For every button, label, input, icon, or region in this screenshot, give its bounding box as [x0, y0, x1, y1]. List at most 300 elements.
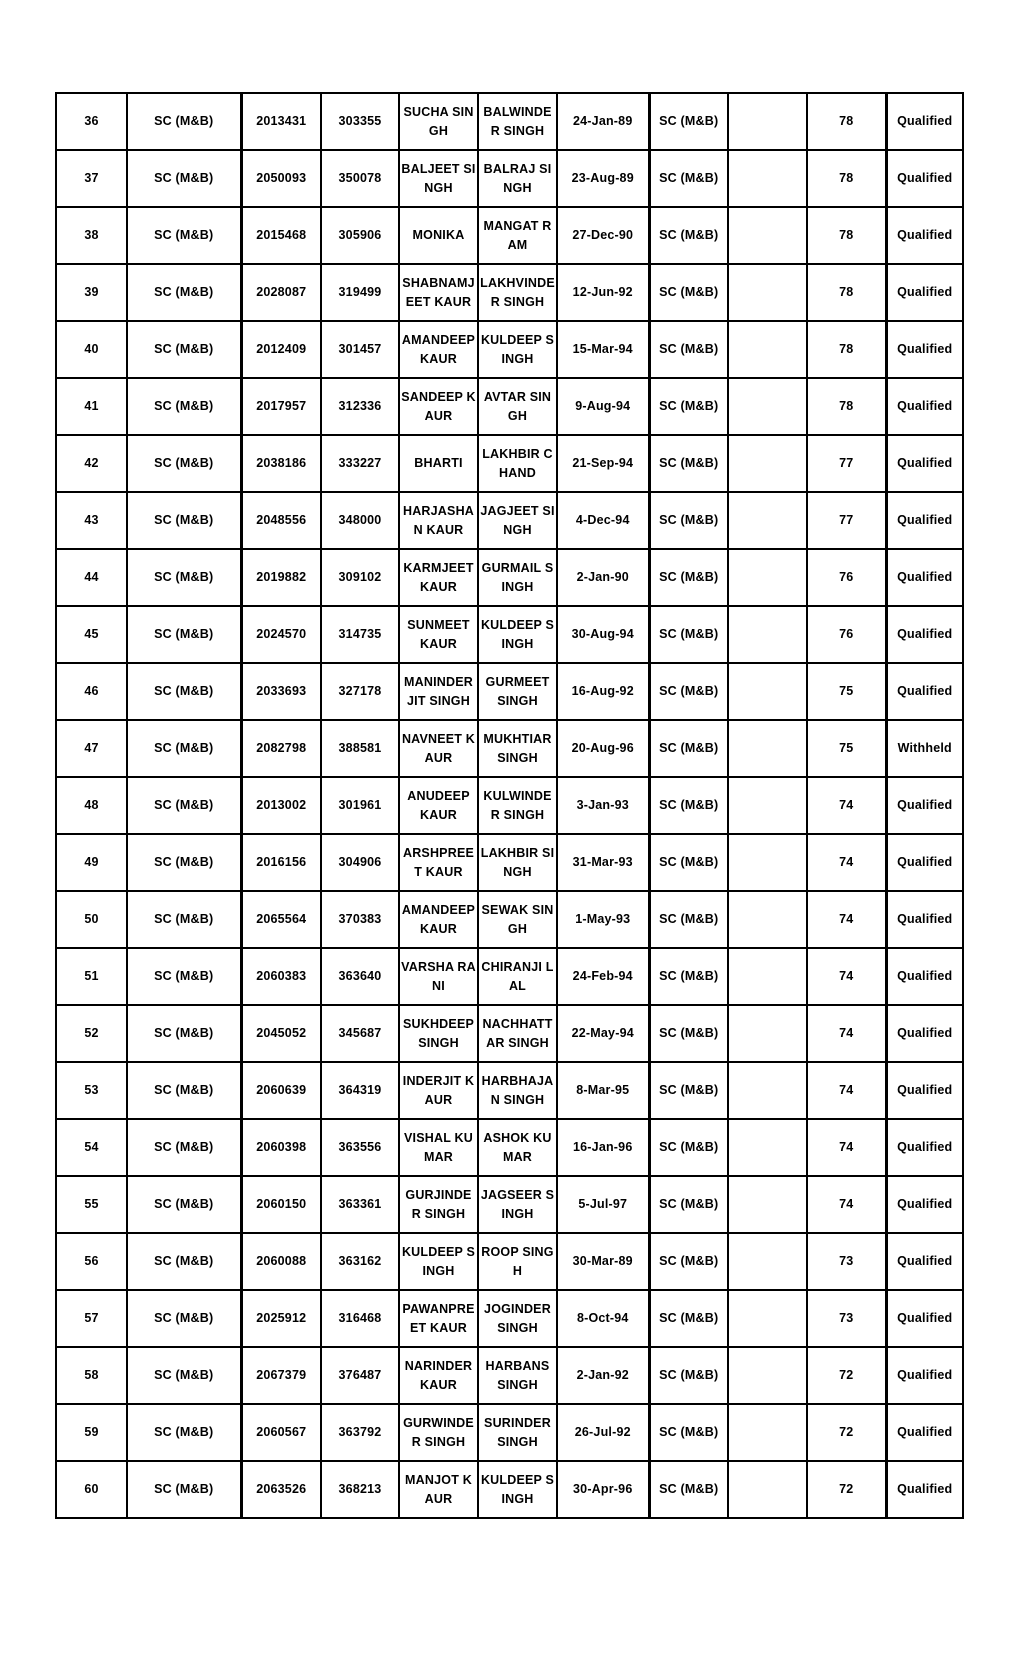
marks-cell: 78: [807, 93, 886, 150]
application-number-cell: 2060639: [241, 1062, 321, 1119]
category-applied-cell: SC (M&B): [649, 948, 728, 1005]
empty-cell: [728, 435, 807, 492]
marks-cell: 74: [807, 1176, 886, 1233]
category-cell: SC (M&B): [127, 948, 241, 1005]
candidate-name-cell: MANJOT KAUR: [399, 1461, 478, 1518]
father-name-cell: CHIRANJI LAL: [478, 948, 557, 1005]
roll-number-cell: 327178: [321, 663, 399, 720]
application-number-cell: 2060398: [241, 1119, 321, 1176]
candidate-name-cell: NARINDER KAUR: [399, 1347, 478, 1404]
table-row: [56, 1005, 963, 1062]
candidate-name-cell: SUKHDEEP SINGH: [399, 1005, 478, 1062]
application-number-cell: 2016156: [241, 834, 321, 891]
father-name-cell: KULDEEP SINGH: [478, 606, 557, 663]
candidate-name-cell: INDERJIT KAUR: [399, 1062, 478, 1119]
category-cell: SC (M&B): [127, 264, 241, 321]
roll-number-cell: 363556: [321, 1119, 399, 1176]
marks-cell: 78: [807, 378, 886, 435]
category-cell: SC (M&B): [127, 150, 241, 207]
category-cell: SC (M&B): [127, 492, 241, 549]
table-row: [56, 93, 963, 150]
father-name-cell: KULDEEP SINGH: [478, 1461, 557, 1518]
category-applied-cell: SC (M&B): [649, 549, 728, 606]
serial-number-cell: 41: [56, 378, 127, 435]
application-number-cell: 2025912: [241, 1290, 321, 1347]
candidate-name-cell: AMANDEEP KAUR: [399, 321, 478, 378]
result-status-cell: Qualified: [886, 663, 963, 720]
table-row: [56, 1347, 963, 1404]
candidate-name-cell: KULDEEP SINGH: [399, 1233, 478, 1290]
father-name-cell: ROOP SINGH: [478, 1233, 557, 1290]
marks-cell: 74: [807, 948, 886, 1005]
category-cell: SC (M&B): [127, 777, 241, 834]
candidate-name-cell: MANINDERJIT SINGH: [399, 663, 478, 720]
table-row: [56, 492, 963, 549]
empty-cell: [728, 1290, 807, 1347]
roll-number-cell: 304906: [321, 834, 399, 891]
marks-cell: 78: [807, 150, 886, 207]
serial-number-cell: 36: [56, 93, 127, 150]
application-number-cell: 2028087: [241, 264, 321, 321]
serial-number-cell: 42: [56, 435, 127, 492]
father-name-cell: MANGAT RAM: [478, 207, 557, 264]
roll-number-cell: 364319: [321, 1062, 399, 1119]
empty-cell: [728, 492, 807, 549]
result-status-cell: Qualified: [886, 378, 963, 435]
category-applied-cell: SC (M&B): [649, 720, 728, 777]
date-of-birth-cell: 21-Sep-94: [557, 435, 649, 492]
roll-number-cell: 363361: [321, 1176, 399, 1233]
application-number-cell: 2060088: [241, 1233, 321, 1290]
application-number-cell: 2019882: [241, 549, 321, 606]
marks-cell: 78: [807, 321, 886, 378]
date-of-birth-cell: 22-May-94: [557, 1005, 649, 1062]
marks-cell: 78: [807, 207, 886, 264]
empty-cell: [728, 834, 807, 891]
empty-cell: [728, 378, 807, 435]
date-of-birth-cell: 16-Jan-96: [557, 1119, 649, 1176]
category-applied-cell: SC (M&B): [649, 1290, 728, 1347]
application-number-cell: 2012409: [241, 321, 321, 378]
date-of-birth-cell: 24-Feb-94: [557, 948, 649, 1005]
application-number-cell: 2067379: [241, 1347, 321, 1404]
roll-number-cell: 370383: [321, 891, 399, 948]
date-of-birth-cell: 8-Mar-95: [557, 1062, 649, 1119]
results-table: [55, 92, 964, 1519]
serial-number-cell: 38: [56, 207, 127, 264]
marks-cell: 72: [807, 1461, 886, 1518]
result-status-cell: Qualified: [886, 1233, 963, 1290]
application-number-cell: 2038186: [241, 435, 321, 492]
candidate-name-cell: ANUDEEP KAUR: [399, 777, 478, 834]
result-status-cell: Qualified: [886, 1062, 963, 1119]
result-status-cell: Qualified: [886, 777, 963, 834]
date-of-birth-cell: 24-Jan-89: [557, 93, 649, 150]
category-applied-cell: SC (M&B): [649, 264, 728, 321]
marks-cell: 75: [807, 720, 886, 777]
candidate-name-cell: SUCHA SINGH: [399, 93, 478, 150]
category-applied-cell: SC (M&B): [649, 606, 728, 663]
application-number-cell: 2013431: [241, 93, 321, 150]
serial-number-cell: 47: [56, 720, 127, 777]
application-number-cell: 2065564: [241, 891, 321, 948]
roll-number-cell: 350078: [321, 150, 399, 207]
roll-number-cell: 301961: [321, 777, 399, 834]
marks-cell: 72: [807, 1347, 886, 1404]
father-name-cell: GURMAIL SINGH: [478, 549, 557, 606]
category-applied-cell: SC (M&B): [649, 207, 728, 264]
father-name-cell: JOGINDER SINGH: [478, 1290, 557, 1347]
category-applied-cell: SC (M&B): [649, 777, 728, 834]
result-status-cell: Qualified: [886, 606, 963, 663]
serial-number-cell: 43: [56, 492, 127, 549]
empty-cell: [728, 1233, 807, 1290]
table-row: [56, 1461, 963, 1518]
category-applied-cell: SC (M&B): [649, 321, 728, 378]
application-number-cell: 2033693: [241, 663, 321, 720]
marks-cell: 74: [807, 834, 886, 891]
result-status-cell: Qualified: [886, 1461, 963, 1518]
father-name-cell: LAKHVINDER SINGH: [478, 264, 557, 321]
father-name-cell: BALWINDER SINGH: [478, 93, 557, 150]
empty-cell: [728, 549, 807, 606]
roll-number-cell: 319499: [321, 264, 399, 321]
table-row: [56, 1233, 963, 1290]
result-status-cell: Qualified: [886, 1290, 963, 1347]
father-name-cell: HARBANS SINGH: [478, 1347, 557, 1404]
table-row: [56, 1290, 963, 1347]
serial-number-cell: 37: [56, 150, 127, 207]
date-of-birth-cell: 30-Aug-94: [557, 606, 649, 663]
roll-number-cell: 363162: [321, 1233, 399, 1290]
table-row: [56, 549, 963, 606]
father-name-cell: KULDEEP SINGH: [478, 321, 557, 378]
roll-number-cell: 314735: [321, 606, 399, 663]
category-cell: SC (M&B): [127, 1404, 241, 1461]
candidate-name-cell: BALJEET SINGH: [399, 150, 478, 207]
roll-number-cell: 388581: [321, 720, 399, 777]
date-of-birth-cell: 4-Dec-94: [557, 492, 649, 549]
marks-cell: 77: [807, 435, 886, 492]
application-number-cell: 2013002: [241, 777, 321, 834]
serial-number-cell: 51: [56, 948, 127, 1005]
application-number-cell: 2060383: [241, 948, 321, 1005]
date-of-birth-cell: 12-Jun-92: [557, 264, 649, 321]
result-status-cell: Qualified: [886, 207, 963, 264]
result-status-cell: Qualified: [886, 891, 963, 948]
category-cell: SC (M&B): [127, 1119, 241, 1176]
category-applied-cell: SC (M&B): [649, 1005, 728, 1062]
serial-number-cell: 54: [56, 1119, 127, 1176]
result-status-cell: Qualified: [886, 1005, 963, 1062]
father-name-cell: LAKHBIR SINGH: [478, 834, 557, 891]
roll-number-cell: 303355: [321, 93, 399, 150]
category-applied-cell: SC (M&B): [649, 891, 728, 948]
date-of-birth-cell: 5-Jul-97: [557, 1176, 649, 1233]
father-name-cell: BALRAJ SINGH: [478, 150, 557, 207]
table-row: [56, 1176, 963, 1233]
serial-number-cell: 46: [56, 663, 127, 720]
father-name-cell: MUKHTIAR SINGH: [478, 720, 557, 777]
result-status-cell: Qualified: [886, 834, 963, 891]
table-row: [56, 378, 963, 435]
table-row: [56, 777, 963, 834]
result-status-cell: Qualified: [886, 1119, 963, 1176]
date-of-birth-cell: 9-Aug-94: [557, 378, 649, 435]
date-of-birth-cell: 30-Mar-89: [557, 1233, 649, 1290]
marks-cell: 74: [807, 1062, 886, 1119]
empty-cell: [728, 321, 807, 378]
category-cell: SC (M&B): [127, 834, 241, 891]
empty-cell: [728, 1347, 807, 1404]
category-cell: SC (M&B): [127, 1347, 241, 1404]
date-of-birth-cell: 1-May-93: [557, 891, 649, 948]
marks-cell: 72: [807, 1404, 886, 1461]
table-row: [56, 1062, 963, 1119]
candidate-name-cell: AMANDEEP KAUR: [399, 891, 478, 948]
category-applied-cell: SC (M&B): [649, 1404, 728, 1461]
roll-number-cell: 333227: [321, 435, 399, 492]
result-status-cell: Qualified: [886, 492, 963, 549]
serial-number-cell: 45: [56, 606, 127, 663]
date-of-birth-cell: 15-Mar-94: [557, 321, 649, 378]
application-number-cell: 2060567: [241, 1404, 321, 1461]
roll-number-cell: 368213: [321, 1461, 399, 1518]
results-table-body: [56, 93, 963, 1518]
father-name-cell: NACHHATTAR SINGH: [478, 1005, 557, 1062]
category-cell: SC (M&B): [127, 891, 241, 948]
roll-number-cell: 316468: [321, 1290, 399, 1347]
category-applied-cell: SC (M&B): [649, 1461, 728, 1518]
serial-number-cell: 49: [56, 834, 127, 891]
father-name-cell: GURMEET SINGH: [478, 663, 557, 720]
application-number-cell: 2050093: [241, 150, 321, 207]
marks-cell: 76: [807, 606, 886, 663]
roll-number-cell: 301457: [321, 321, 399, 378]
category-cell: SC (M&B): [127, 378, 241, 435]
category-cell: SC (M&B): [127, 207, 241, 264]
serial-number-cell: 59: [56, 1404, 127, 1461]
category-applied-cell: SC (M&B): [649, 378, 728, 435]
roll-number-cell: 363640: [321, 948, 399, 1005]
empty-cell: [728, 150, 807, 207]
result-status-cell: Withheld: [886, 720, 963, 777]
date-of-birth-cell: 2-Jan-90: [557, 549, 649, 606]
category-cell: SC (M&B): [127, 93, 241, 150]
category-cell: SC (M&B): [127, 549, 241, 606]
table-row: [56, 321, 963, 378]
date-of-birth-cell: 2-Jan-92: [557, 1347, 649, 1404]
category-applied-cell: SC (M&B): [649, 1062, 728, 1119]
category-cell: SC (M&B): [127, 1233, 241, 1290]
candidate-name-cell: HARJASHAN KAUR: [399, 492, 478, 549]
table-row: [56, 891, 963, 948]
result-status-cell: Qualified: [886, 1404, 963, 1461]
result-status-cell: Qualified: [886, 948, 963, 1005]
application-number-cell: 2048556: [241, 492, 321, 549]
marks-cell: 77: [807, 492, 886, 549]
serial-number-cell: 55: [56, 1176, 127, 1233]
candidate-name-cell: SHABNAMJEET KAUR: [399, 264, 478, 321]
candidate-name-cell: SANDEEP KAUR: [399, 378, 478, 435]
application-number-cell: 2024570: [241, 606, 321, 663]
category-cell: SC (M&B): [127, 1290, 241, 1347]
marks-cell: 74: [807, 777, 886, 834]
candidate-name-cell: MONIKA: [399, 207, 478, 264]
application-number-cell: 2063526: [241, 1461, 321, 1518]
category-applied-cell: SC (M&B): [649, 1119, 728, 1176]
category-applied-cell: SC (M&B): [649, 435, 728, 492]
candidate-name-cell: SUNMEET KAUR: [399, 606, 478, 663]
marks-cell: 76: [807, 549, 886, 606]
candidate-name-cell: NAVNEET KAUR: [399, 720, 478, 777]
result-status-cell: Qualified: [886, 93, 963, 150]
serial-number-cell: 50: [56, 891, 127, 948]
roll-number-cell: 363792: [321, 1404, 399, 1461]
application-number-cell: 2017957: [241, 378, 321, 435]
marks-cell: 78: [807, 264, 886, 321]
table-row: [56, 948, 963, 1005]
table-row: [56, 1404, 963, 1461]
date-of-birth-cell: 8-Oct-94: [557, 1290, 649, 1347]
serial-number-cell: 48: [56, 777, 127, 834]
roll-number-cell: 312336: [321, 378, 399, 435]
father-name-cell: HARBHAJAN SINGH: [478, 1062, 557, 1119]
candidate-name-cell: KARMJEET KAUR: [399, 549, 478, 606]
result-status-cell: Qualified: [886, 321, 963, 378]
application-number-cell: 2082798: [241, 720, 321, 777]
category-applied-cell: SC (M&B): [649, 663, 728, 720]
serial-number-cell: 44: [56, 549, 127, 606]
serial-number-cell: 56: [56, 1233, 127, 1290]
marks-cell: 73: [807, 1290, 886, 1347]
empty-cell: [728, 1119, 807, 1176]
empty-cell: [728, 720, 807, 777]
table-row: [56, 663, 963, 720]
empty-cell: [728, 891, 807, 948]
serial-number-cell: 60: [56, 1461, 127, 1518]
roll-number-cell: 348000: [321, 492, 399, 549]
empty-cell: [728, 93, 807, 150]
marks-cell: 74: [807, 1119, 886, 1176]
empty-cell: [728, 1176, 807, 1233]
empty-cell: [728, 1005, 807, 1062]
candidate-name-cell: VISHAL KUMAR: [399, 1119, 478, 1176]
marks-cell: 74: [807, 1005, 886, 1062]
candidate-name-cell: PAWANPREET KAUR: [399, 1290, 478, 1347]
category-applied-cell: SC (M&B): [649, 1347, 728, 1404]
result-status-cell: Qualified: [886, 150, 963, 207]
result-status-cell: Qualified: [886, 549, 963, 606]
father-name-cell: SEWAK SINGH: [478, 891, 557, 948]
father-name-cell: JAGSEER SINGH: [478, 1176, 557, 1233]
roll-number-cell: 309102: [321, 549, 399, 606]
date-of-birth-cell: 3-Jan-93: [557, 777, 649, 834]
date-of-birth-cell: 26-Jul-92: [557, 1404, 649, 1461]
father-name-cell: ASHOK KUMAR: [478, 1119, 557, 1176]
roll-number-cell: 376487: [321, 1347, 399, 1404]
date-of-birth-cell: 23-Aug-89: [557, 150, 649, 207]
serial-number-cell: 57: [56, 1290, 127, 1347]
date-of-birth-cell: 20-Aug-96: [557, 720, 649, 777]
empty-cell: [728, 777, 807, 834]
application-number-cell: 2060150: [241, 1176, 321, 1233]
date-of-birth-cell: 30-Apr-96: [557, 1461, 649, 1518]
serial-number-cell: 40: [56, 321, 127, 378]
empty-cell: [728, 264, 807, 321]
category-applied-cell: SC (M&B): [649, 150, 728, 207]
table-row: [56, 435, 963, 492]
candidate-name-cell: GURWINDER SINGH: [399, 1404, 478, 1461]
result-status-cell: Qualified: [886, 264, 963, 321]
results-sheet: [55, 92, 964, 1519]
table-row: [56, 834, 963, 891]
application-number-cell: 2015468: [241, 207, 321, 264]
application-number-cell: 2045052: [241, 1005, 321, 1062]
category-applied-cell: SC (M&B): [649, 93, 728, 150]
category-cell: SC (M&B): [127, 1461, 241, 1518]
serial-number-cell: 53: [56, 1062, 127, 1119]
marks-cell: 74: [807, 891, 886, 948]
category-cell: SC (M&B): [127, 321, 241, 378]
roll-number-cell: 305906: [321, 207, 399, 264]
empty-cell: [728, 1461, 807, 1518]
father-name-cell: KULWINDER SINGH: [478, 777, 557, 834]
table-row: [56, 606, 963, 663]
table-row: [56, 150, 963, 207]
date-of-birth-cell: 16-Aug-92: [557, 663, 649, 720]
serial-number-cell: 52: [56, 1005, 127, 1062]
serial-number-cell: 58: [56, 1347, 127, 1404]
date-of-birth-cell: 27-Dec-90: [557, 207, 649, 264]
category-cell: SC (M&B): [127, 606, 241, 663]
candidate-name-cell: VARSHA RANI: [399, 948, 478, 1005]
category-cell: SC (M&B): [127, 1176, 241, 1233]
category-applied-cell: SC (M&B): [649, 1176, 728, 1233]
father-name-cell: SURINDER SINGH: [478, 1404, 557, 1461]
table-row: [56, 207, 963, 264]
result-status-cell: Qualified: [886, 435, 963, 492]
roll-number-cell: 345687: [321, 1005, 399, 1062]
empty-cell: [728, 207, 807, 264]
father-name-cell: AVTAR SINGH: [478, 378, 557, 435]
table-row: [56, 264, 963, 321]
date-of-birth-cell: 31-Mar-93: [557, 834, 649, 891]
category-cell: SC (M&B): [127, 720, 241, 777]
candidate-name-cell: GURJINDER SINGH: [399, 1176, 478, 1233]
candidate-name-cell: BHARTI: [399, 435, 478, 492]
category-cell: SC (M&B): [127, 663, 241, 720]
category-cell: SC (M&B): [127, 435, 241, 492]
result-status-cell: Qualified: [886, 1347, 963, 1404]
category-cell: SC (M&B): [127, 1062, 241, 1119]
empty-cell: [728, 1404, 807, 1461]
category-applied-cell: SC (M&B): [649, 1233, 728, 1290]
category-cell: SC (M&B): [127, 1005, 241, 1062]
father-name-cell: JAGJEET SINGH: [478, 492, 557, 549]
marks-cell: 75: [807, 663, 886, 720]
empty-cell: [728, 948, 807, 1005]
table-row: [56, 720, 963, 777]
candidate-name-cell: ARSHPREET KAUR: [399, 834, 478, 891]
empty-cell: [728, 1062, 807, 1119]
table-row: [56, 1119, 963, 1176]
marks-cell: 73: [807, 1233, 886, 1290]
empty-cell: [728, 663, 807, 720]
serial-number-cell: 39: [56, 264, 127, 321]
father-name-cell: LAKHBIR CHAND: [478, 435, 557, 492]
empty-cell: [728, 606, 807, 663]
